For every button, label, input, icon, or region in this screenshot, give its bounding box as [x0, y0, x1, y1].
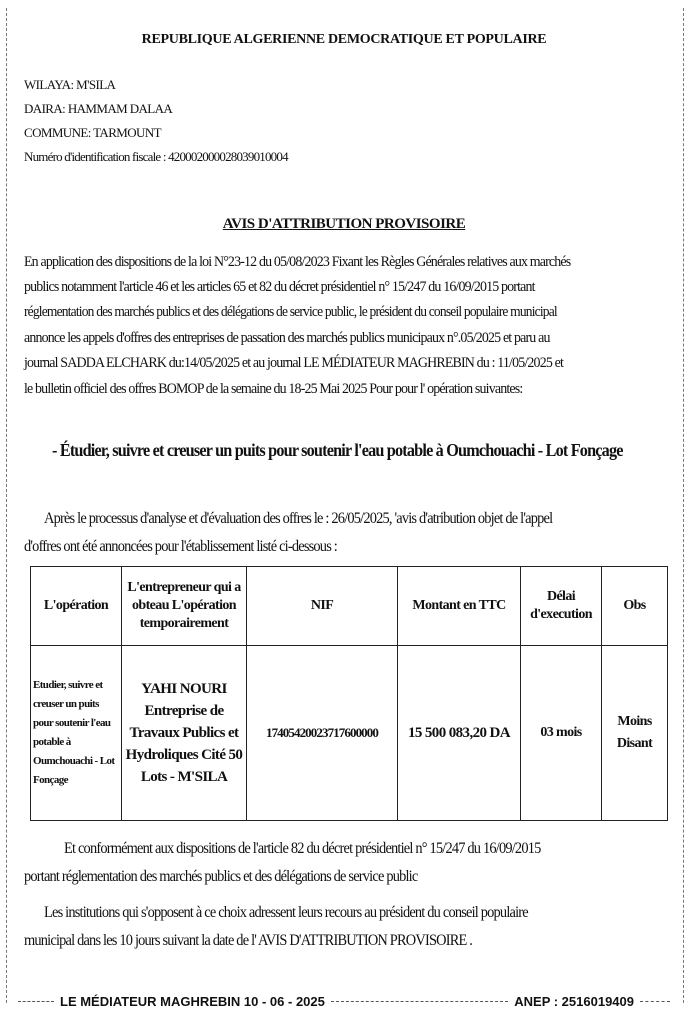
intro-line: réglementation des marchés publics et des délégations de service public, le président du conseil populaire municipal — [24, 304, 557, 320]
col-amount: Montant en TTC — [398, 567, 521, 646]
closing-line: Les institutions qui s'opposent à ce choix adressent leurs recours au président du conseil populaire — [44, 904, 528, 921]
divider — [18, 1001, 54, 1002]
intro-line: journal SADDA ELCHARK du:14/05/2025 et au journal LE MÉDIATEUR MAGHREBIN du : 11/05/2025 et — [24, 355, 564, 371]
col-contractor: L'entrepreneur qui a obteau L'opération temporairement — [122, 567, 247, 646]
cell-delay: 03 mois — [521, 646, 602, 821]
footer — [12, 994, 676, 1009]
col-obs: Obs — [602, 567, 668, 646]
col-nif: NIF — [247, 567, 398, 646]
header-title: REPUBLIQUE ALGERIENNE DEMOCRATIQUE ET POPULAIRE — [141, 32, 547, 47]
cell-nif: 17405420023717600000 — [247, 646, 398, 821]
intro-line: annonce les appels d'offres des entreprises de passation des marchés publics municipaux n°.05/2025 et paru au — [24, 330, 550, 346]
cell-obs: Moins Disant — [602, 646, 668, 821]
col-operation: L'opération — [31, 567, 122, 646]
intro-line: le bulletin officiel des offres BOMOP de la semaine du 18-25 Mai 2025 Pour pour l' opération suivantes: — [24, 381, 523, 397]
evaluation-line: Après le processus d'analyse et d'évaluation des offres le : 26/05/2025, 'avis d'atribution objet de l'appel — [44, 510, 553, 527]
operation-title: - Étudier, suivre et creuser un puits pour soutenir l'eau potable à Oumchouachi - Lot Fonçage — [52, 440, 623, 460]
document-title: AVIS D'ATTRIBUTION PROVISOIRE — [222, 216, 466, 232]
cell-contractor: YAHI NOURI Entreprise de Travaux Publics et Hydroliques Cité 50 Lots - M'SILA — [122, 646, 247, 821]
table-row — [31, 646, 668, 821]
divider — [640, 1001, 670, 1002]
col-delay: Délai d'execution — [521, 567, 602, 646]
footer-newspaper: LE MÉDIATEUR MAGHREBIN 10 - 06 - 2025 — [60, 994, 325, 1009]
cell-operation: Etudier, suivre et creuser un puits pour soutenir l'eau potable à Oumchouachi - Lot Fonçage — [31, 646, 122, 821]
intro-line: publics notamment l'article 46 et les articles 65 et 82 du décret présidentiel n° 15/247 du 16/09/2015 portant — [24, 279, 535, 295]
closing-line: municipal dans les 10 jours suivant la date de l' AVIS D'ATTRIBUTION PROVISOIRE . — [24, 932, 473, 949]
commune: COMMUNE: TARMOUNT — [24, 125, 161, 140]
footer-anep: ANEP : 2516019409 — [514, 994, 634, 1009]
closing-line: portant réglementation des marchés publics et des délégations de service public — [24, 868, 418, 885]
divider — [331, 1001, 508, 1002]
wilaya: WILAYA: M'SILA — [24, 77, 116, 92]
attribution-table — [30, 566, 668, 821]
closing-line: Et conformément aux dispositions de l'article 82 du décret présidentiel n° 15/247 du 16/09/2015 — [64, 840, 541, 857]
cell-amount: 15 500 083,20 DA — [398, 646, 521, 821]
intro-line: En application des dispositions de la loi N°23-12 du 05/08/2023 Fixant les Règles Générales relatives aux marchés — [24, 254, 571, 270]
daira: DAIRA: HAMMAM DALAA — [24, 101, 173, 116]
fiscal-id: Numéro d'identification fiscale : 420002000028039010004 — [24, 149, 288, 164]
table-header-row — [31, 567, 668, 646]
evaluation-line: d'offres ont été annoncées pour l'établissement listé ci-dessous : — [24, 538, 337, 555]
